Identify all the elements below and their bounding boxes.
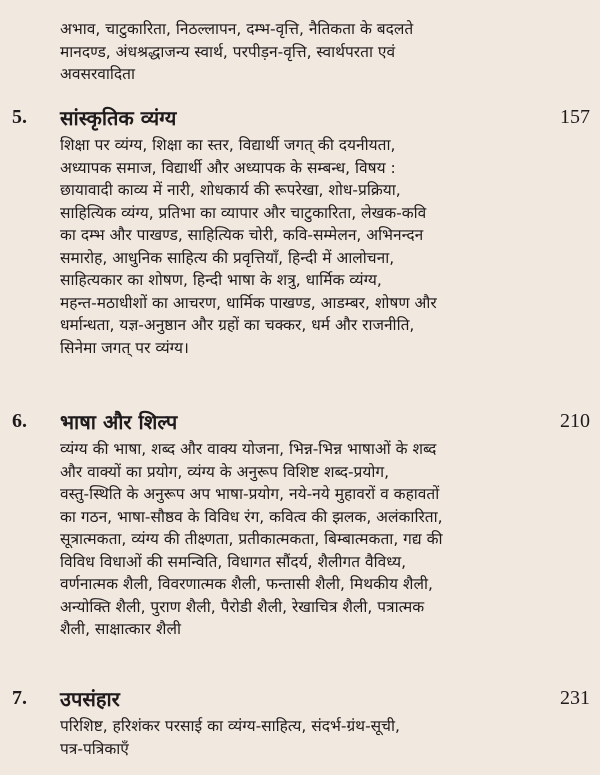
chapter-title: भाषा और शिल्प bbox=[60, 410, 178, 434]
chapter-number: 6. bbox=[12, 410, 27, 432]
chapter-title: सांस्कृतिक व्यंग्य bbox=[60, 106, 177, 130]
chapter-number: 7. bbox=[12, 687, 27, 709]
chapter-description: परिशिष्ट, हरिशंकर परसाई का व्यंग्य-साहित्य, संदर्भ-ग्रंथ-सूची, पत्र-पत्रिकाएँ bbox=[60, 717, 400, 758]
chapter-title: उपसंहार bbox=[60, 687, 120, 711]
page-number: 157 bbox=[560, 106, 590, 128]
chapter-description: शिक्षा पर व्यंग्य, शिक्षा का स्तर, विद्यार्थी जगत् की दयनीयता, अध्यापक समाज, विद्यार्थी और अध्यापक के सम्बन्ध, विषय : छायावादी काव्य में नारी, शोधकार्य की रूपरेखा, शोध-प्रक्रिया, साहित्यिक व्यंग्य, प्रतिभा का व्यापार और चाटुकारिता, लेखक-कवि का दम्भ और पाखण्ड, साहित्यिक चोरी, कवि-सम्मेलन, अभिनन्दन समारोह, आधुनिक साहित्य की प्रवृत्तियाँ, हिन्दी में आलोचना, साहित्यकार का शोषण, हिन्दी भाषा के शत्रु, धार्मिक व्यंग्य, महन्त-मठाधीशों का आचरण, धार्मिक पाखण्ड, आडम्बर, शोषण और धर्मान्धता, यज्ञ-अनुष्ठान और ग्रहों का चक्कर, धर्म और राजनीति, सिनेमा जगत् पर व्यंग्य। bbox=[60, 136, 437, 357]
toc-entry-heading bbox=[0, 685, 600, 713]
chapter-description: व्यंग्य की भाषा, शब्द और वाक्य योजना, भिन्न-भिन्न भाषाओं के शब्द और वाक्यों का प्रयोग, व्यंग्य के अनुरूप विशिष्ट शब्द-प्रयोग, वस्तु-स्थिति के अनुरूप अप भाषा-प्रयोग, नये-नये मुहावरों व कहावतों का गठन, भाषा-सौष्ठव के विविध रंग, कवित्व की झलक, अलंकारिता, सूत्रात्मकता, व्यंग्य की तीक्ष्णता, प्रतीकात्मकता, बिम्बात्मकता, गद्य की विविध विधाओं की समन्विति, विधागत सौंदर्य, शैलीगत वैविध्य, वर्णनात्मक शैली, विवरणात्मक शैली, फन्तासी शैली, मिथकीय शैली, अन्योक्ति शैली, पुराण शैली, पैरोडी शैली, रेखाचित्र शैली, पत्रात्मक शैली, साक्षात्कार शैली bbox=[60, 440, 443, 638]
toc-entry-heading bbox=[0, 408, 600, 436]
toc-entry-heading bbox=[0, 104, 600, 132]
chapter-number: 5. bbox=[12, 106, 27, 128]
page-number: 231 bbox=[560, 687, 590, 709]
page-number: 210 bbox=[560, 410, 590, 432]
previous-entry-continuation: अभाव, चाटुकारिता, निठल्लापन, दम्भ-वृत्ति, नैतिकता के बदलते मानदण्ड, अंधश्रद्धाजन्य स्वार्थ, परपीड़न-वृत्ति, स्वार्थपरता एवं अवसरवादिता bbox=[60, 20, 414, 83]
